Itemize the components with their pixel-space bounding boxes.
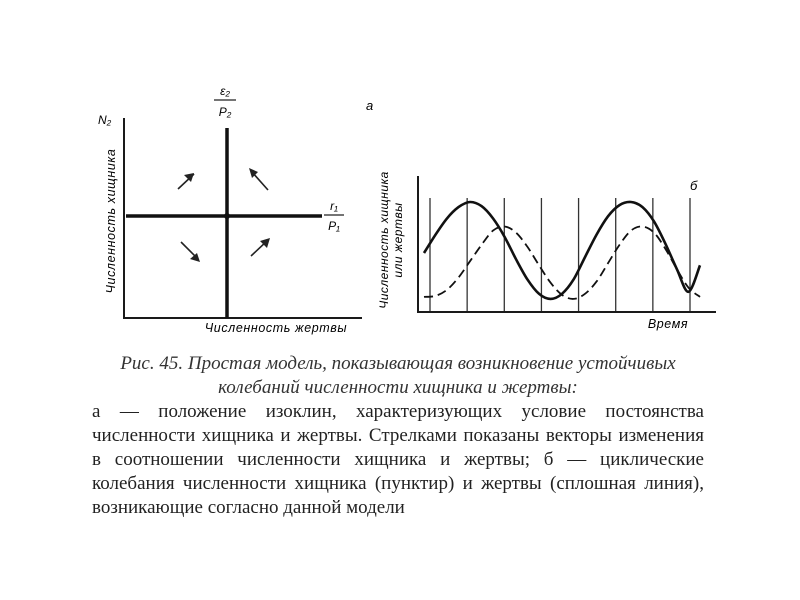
panel-a-y-axis-label: Численность хищника <box>104 148 118 294</box>
panel-b <box>377 171 716 331</box>
caption-body-text: а — положение изоклин, характеризующих условие постоянства численности хищника и жертвы. Стрелками показаны векторы изменения в соотношении численности хищника и жертвы; б — циклические колебания численности хищника (пунктир) и жертвы (сплошная линия), возникающие согласно данной модели <box>92 401 704 518</box>
panel-a-label: а <box>366 98 374 113</box>
arrow-up-right-icon <box>249 168 268 190</box>
panel-b-axes <box>418 176 716 312</box>
y-axis-symbol: N₂ <box>98 113 112 127</box>
predator-series-line <box>424 226 700 298</box>
caption-line-1: Рис. 45. Простая модель, показывающая возникновение устойчивых <box>120 353 676 374</box>
horizontal-isocline-numerator: r₁ <box>330 199 338 213</box>
equilibrium-point <box>224 213 230 219</box>
panel-b-y-axis-label-line1: Численность хищника <box>377 171 391 309</box>
panel-b-y-axis-label-line2: или жертвы <box>391 202 405 278</box>
arrow-down-right-icon <box>251 238 270 256</box>
panel-a <box>98 84 373 335</box>
arrow-up-left-icon <box>178 173 194 189</box>
figure-caption <box>92 352 704 400</box>
vertical-isocline-denominator: P₂ <box>218 105 232 119</box>
arrow-down-left-icon <box>181 242 200 262</box>
panel-a-axes <box>124 118 362 318</box>
vertical-isocline-numerator: ε₂ <box>220 84 230 98</box>
prey-series-line <box>424 202 700 299</box>
panel-b-label: б <box>690 178 698 193</box>
horizontal-isocline-denominator: P₁ <box>328 219 340 233</box>
panel-a-x-axis-label: Численность жертвы <box>204 321 348 335</box>
caption-line-2: колебаний численности хищника и жертвы: <box>218 377 578 398</box>
panel-b-x-axis-label: Время <box>647 317 689 331</box>
